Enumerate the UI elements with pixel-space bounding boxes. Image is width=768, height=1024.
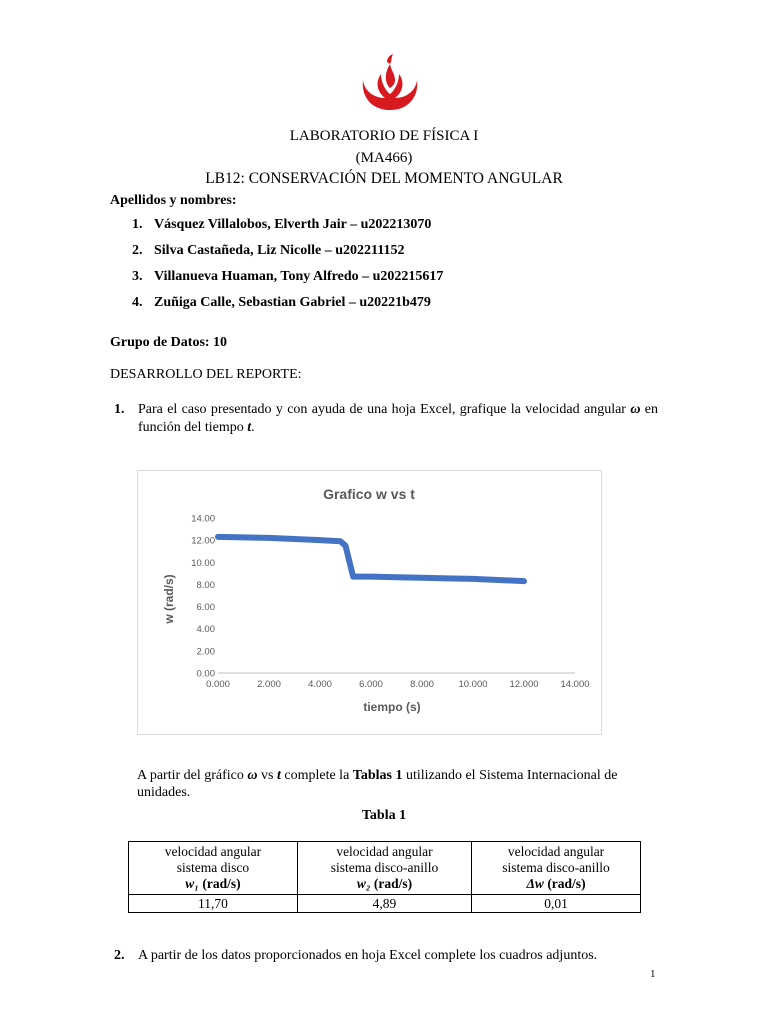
table-instruction: A partir del gráfico ω vs t complete la Tablas 1 utilizando el Sistema Internacional de unidades.: [137, 768, 618, 800]
data-point: [267, 535, 272, 540]
table-header-cell: velocidad angular sistema disco-anillo w₂ (rad/s): [297, 842, 471, 895]
data-point: [338, 539, 343, 544]
question-number: 1.: [114, 402, 125, 417]
x-tick-label: 0.000: [206, 679, 230, 690]
data-point: [445, 576, 450, 581]
y-tick-label: 12.00: [191, 535, 215, 547]
y-tick-label: 0.00: [196, 668, 215, 680]
university-logo: [357, 52, 423, 112]
table-header-cell: velocidad angular sistema disco w₁ (rad/s): [129, 842, 298, 895]
x-tick-label: 8.000: [410, 679, 434, 690]
lab-title: LB12: CONSERVACIÓN DEL MOMENTO ANGULAR: [205, 170, 563, 187]
table-title: Tabla 1: [361, 808, 407, 823]
question-text: A partir de los datos proporcionados en hoja Excel complete los cuadros adjuntos.: [138, 948, 598, 963]
table-row: [129, 895, 641, 913]
y-tick-label: 4.00: [196, 624, 215, 636]
data-point: [471, 576, 476, 581]
x-tick-label: 2.000: [257, 679, 281, 690]
data-point: [394, 575, 399, 580]
chart-container: [137, 470, 602, 735]
data-point: [522, 579, 527, 584]
y-tick-label: 2.00: [196, 646, 215, 658]
question-number: 2.: [114, 948, 125, 963]
data-point: [241, 535, 246, 540]
y-tick-label: 8.00: [196, 579, 215, 591]
x-tick-label: 10.000: [458, 679, 488, 690]
member-name: Silva Castañeda, Liz Nicolle – u202211152: [154, 243, 405, 258]
table-cell: 0,01: [472, 895, 641, 913]
question-1: [114, 401, 658, 437]
question-2: [114, 948, 597, 964]
member-item: 4. Zuñiga Calle, Sebastian Gabriel – u20221b479: [132, 295, 431, 310]
x-tick-label: 14.000: [560, 679, 590, 690]
member-item: 1. Vásquez Villalobos, Elverth Jair – u202213070: [132, 217, 432, 232]
chart-title: Grafico w vs t: [323, 486, 415, 502]
results-table: [128, 841, 641, 913]
data-point: [496, 578, 501, 583]
names-label: Apellidos y nombres:: [110, 193, 237, 208]
data-point: [318, 538, 323, 543]
member-name: Vásquez Villalobos, Elverth Jair – u202213070: [154, 217, 432, 232]
table-header-cell: velocidad angular sistema disco-anillo Δw (rad/s): [472, 842, 641, 895]
table-cell: 4,89: [297, 895, 471, 913]
chart-series: [216, 534, 527, 583]
table-cell: 11,70: [129, 895, 298, 913]
table-header-row: [129, 842, 641, 895]
data-point: [216, 534, 221, 539]
y-tick-label: 6.00: [196, 602, 215, 614]
member-item: 2. Silva Castañeda, Liz Nicolle – u202211152: [132, 243, 405, 258]
data-point: [369, 574, 374, 579]
question-text: Para el caso presentado y con ayuda de una hoja Excel, grafique la velocidad angular ω en función del tiempo t.: [138, 402, 658, 435]
x-tick-label: 6.000: [359, 679, 383, 690]
x-tick-label: 4.000: [308, 679, 332, 690]
y-tick-label: 10.00: [191, 557, 215, 569]
course-code: (MA466): [355, 150, 413, 166]
data-point: [292, 537, 297, 542]
member-item: 3. Villanueva Huaman, Tony Alfredo – u202215617: [132, 269, 444, 284]
member-list: [132, 216, 443, 320]
line-chart: [138, 471, 601, 734]
data-point: [343, 543, 348, 548]
x-tick-label: 12.000: [509, 679, 539, 690]
x-axis-label: tiempo (s): [363, 700, 421, 714]
section-heading: DESARROLLO DEL REPORTE:: [110, 367, 302, 382]
y-axis-label: w (rad/s): [162, 574, 176, 624]
course-title: LABORATORIO DE FÍSICA I: [289, 128, 479, 144]
member-name: Zuñiga Calle, Sebastian Gabriel – u20221b479: [154, 295, 431, 310]
data-group: Grupo de Datos: 10: [110, 335, 228, 350]
data-point: [420, 575, 425, 580]
member-name: Villanueva Huaman, Tony Alfredo – u202215617: [154, 269, 444, 284]
page-number: 1: [650, 968, 656, 980]
data-point: [351, 574, 356, 579]
y-tick-label: 14.00: [191, 513, 215, 525]
